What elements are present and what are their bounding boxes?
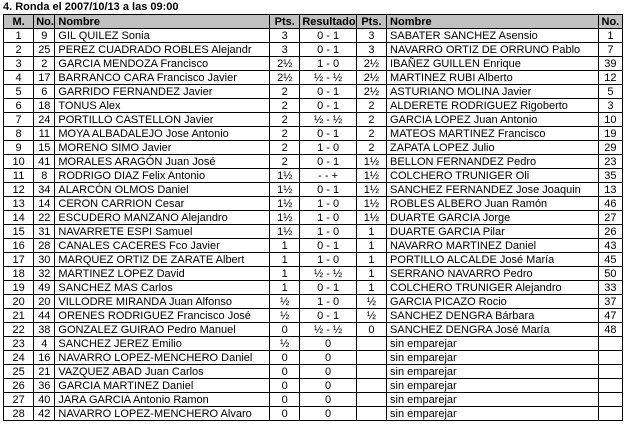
cell-white-no: 30 <box>34 253 55 267</box>
cell-result: 0 <box>300 393 356 407</box>
pairings-table-body <box>4 29 623 421</box>
cell-white-name: ORENES RODRIGUEZ Francisco José <box>55 309 270 323</box>
cell-black-pts: 2 <box>356 113 386 127</box>
cell-white-pts: 1½ <box>270 169 300 183</box>
cell-white-no: 4 <box>34 337 55 351</box>
cell-result: 1 - 0 <box>300 197 356 211</box>
cell-white-pts: 2 <box>270 141 300 155</box>
cell-black-no: 7 <box>598 43 622 57</box>
cell-white-pts: 2 <box>270 113 300 127</box>
cell-black-name: sin emparejar <box>387 337 599 351</box>
cell-black-no: 47 <box>598 309 622 323</box>
cell-white-no: 16 <box>34 351 55 365</box>
cell-white-name: GARRIDO FERNANDEZ Javier <box>55 85 270 99</box>
cell-match-number: 18 <box>4 267 34 281</box>
cell-black-no: 19 <box>598 127 622 141</box>
cell-result: 0 - 1 <box>300 43 356 57</box>
cell-black-no <box>598 407 622 421</box>
cell-match-number: 11 <box>4 169 34 183</box>
table-row <box>4 365 623 379</box>
cell-black-no: 37 <box>598 295 622 309</box>
cell-match-number: 1 <box>4 29 34 43</box>
cell-white-name: VAZQUEZ ABAD Juan Carlos <box>55 365 270 379</box>
cell-white-no: 8 <box>34 169 55 183</box>
cell-black-no: 23 <box>598 155 622 169</box>
table-row <box>4 253 623 267</box>
table-row <box>4 337 623 351</box>
cell-white-name: CERON CARRION Cesar <box>55 197 270 211</box>
table-row <box>4 169 623 183</box>
cell-result: 0 - 1 <box>300 29 356 43</box>
cell-match-number: 2 <box>4 43 34 57</box>
cell-black-no: 39 <box>598 57 622 71</box>
cell-black-name: sin emparejar <box>387 407 599 421</box>
cell-result: ½ - ½ <box>300 71 356 85</box>
cell-match-number: 23 <box>4 337 34 351</box>
cell-white-name: SANCHEZ MAS Carlos <box>55 281 270 295</box>
cell-white-no: 22 <box>34 211 55 225</box>
column-header-black-no: No. <box>598 15 622 29</box>
cell-white-no: 21 <box>34 365 55 379</box>
cell-white-pts: 2 <box>270 85 300 99</box>
cell-white-pts: 2 <box>270 155 300 169</box>
cell-match-number: 5 <box>4 85 34 99</box>
cell-black-no <box>598 337 622 351</box>
cell-black-pts: 2 <box>356 99 386 113</box>
cell-result: 0 <box>300 337 356 351</box>
cell-white-pts: 0 <box>270 365 300 379</box>
cell-black-pts: ½ <box>356 295 386 309</box>
cell-black-no: 43 <box>598 239 622 253</box>
cell-white-name: CANALES CACERES Fco Javier <box>55 239 270 253</box>
table-row <box>4 295 623 309</box>
cell-black-no <box>598 365 622 379</box>
cell-white-no: 49 <box>34 281 55 295</box>
cell-white-pts: 0 <box>270 323 300 337</box>
cell-white-pts: ½ <box>270 295 300 309</box>
cell-black-name: ROBLES ALBERO Juan Ramón <box>387 197 599 211</box>
cell-black-no <box>598 351 622 365</box>
table-row <box>4 393 623 407</box>
table-row <box>4 85 623 99</box>
table-row <box>4 379 623 393</box>
cell-white-name: GARCIA MENDOZA Francisco <box>55 57 270 71</box>
cell-black-name: MATEOS MARTINEZ Francisco <box>387 127 599 141</box>
cell-white-no: 15 <box>34 141 55 155</box>
cell-black-name: sin emparejar <box>387 351 599 365</box>
cell-result: 0 - 1 <box>300 127 356 141</box>
cell-white-pts: 1½ <box>270 197 300 211</box>
cell-black-no: 50 <box>598 267 622 281</box>
table-row <box>4 309 623 323</box>
table-row <box>4 211 623 225</box>
cell-result: ½ - ½ <box>300 267 356 281</box>
column-header-white-no: No. <box>34 15 55 29</box>
cell-black-name: ALDERETE RODRIGUEZ Rigoberto <box>387 99 599 113</box>
cell-black-no: 3 <box>598 99 622 113</box>
cell-result: 1 - 0 <box>300 225 356 239</box>
cell-match-number: 14 <box>4 211 34 225</box>
cell-white-pts: ½ <box>270 309 300 323</box>
cell-black-name: NAVARRO MARTINEZ Daniel <box>387 239 599 253</box>
cell-white-name: SANCHEZ JEREZ Emilio <box>55 337 270 351</box>
cell-white-name: MARQUEZ ORTIZ DE ZARATE Albert <box>55 253 270 267</box>
cell-black-name: SANCHEZ DENGRA José María <box>387 323 599 337</box>
cell-white-name: PEREZ CUADRADO ROBLES Alejandr <box>55 43 270 57</box>
cell-match-number: 17 <box>4 253 34 267</box>
cell-white-pts: 0 <box>270 351 300 365</box>
table-row <box>4 351 623 365</box>
cell-white-pts: 0 <box>270 407 300 421</box>
cell-result: 0 - 1 <box>300 99 356 113</box>
cell-black-pts: 2½ <box>356 85 386 99</box>
cell-white-name: MORENO SIMO Javier <box>55 141 270 155</box>
cell-white-pts: 1 <box>270 239 300 253</box>
cell-white-name: VILLODRE MIRANDA Juan Alfonso <box>55 295 270 309</box>
cell-black-name: IBAÑEZ GUILLEN Enrique <box>387 57 599 71</box>
table-row <box>4 43 623 57</box>
cell-match-number: 22 <box>4 323 34 337</box>
cell-match-number: 8 <box>4 127 34 141</box>
cell-white-pts: 1½ <box>270 183 300 197</box>
cell-white-no: 24 <box>34 113 55 127</box>
cell-black-name: DUARTE GARCIA Pilar <box>387 225 599 239</box>
cell-black-pts <box>356 337 386 351</box>
cell-match-number: 7 <box>4 113 34 127</box>
cell-black-name: SABATER SANCHEZ Asensio <box>387 29 599 43</box>
cell-black-pts: 2 <box>356 141 386 155</box>
cell-white-pts: 1 <box>270 281 300 295</box>
cell-match-number: 27 <box>4 393 34 407</box>
cell-result: 1 - 0 <box>300 253 356 267</box>
cell-black-no: 29 <box>598 141 622 155</box>
cell-white-pts: 3 <box>270 43 300 57</box>
cell-white-no: 6 <box>34 85 55 99</box>
cell-white-no: 40 <box>34 393 55 407</box>
table-row <box>4 127 623 141</box>
cell-match-number: 19 <box>4 281 34 295</box>
table-row <box>4 197 623 211</box>
cell-white-name: NAVARRO LOPEZ-MENCHERO Daniel <box>55 351 270 365</box>
cell-white-name: GIL QUILEZ Sonia <box>55 29 270 43</box>
cell-result: 0 - 1 <box>300 309 356 323</box>
table-row <box>4 113 623 127</box>
cell-black-pts <box>356 351 386 365</box>
cell-result: 0 <box>300 351 356 365</box>
cell-black-pts: 1½ <box>356 183 386 197</box>
cell-match-number: 4 <box>4 71 34 85</box>
cell-white-no: 14 <box>34 197 55 211</box>
cell-result: 1 - 0 <box>300 141 356 155</box>
cell-white-pts: 2 <box>270 99 300 113</box>
table-row <box>4 99 623 113</box>
cell-white-pts: 0 <box>270 393 300 407</box>
cell-match-number: 9 <box>4 141 34 155</box>
cell-black-pts: 1½ <box>356 169 386 183</box>
cell-black-pts: 3 <box>356 29 386 43</box>
cell-black-no: 26 <box>598 225 622 239</box>
cell-result: 1 - 0 <box>300 211 356 225</box>
cell-black-name: NAVARRO ORTIZ DE ORRUNO Pablo <box>387 43 599 57</box>
cell-match-number: 28 <box>4 407 34 421</box>
cell-black-name: SANCHEZ FERNANDEZ Jose Joaquin <box>387 183 599 197</box>
pairings-table-header <box>4 15 623 29</box>
cell-match-number: 15 <box>4 225 34 239</box>
cell-black-no: 5 <box>598 85 622 99</box>
cell-white-name: JARA GARCIA Antonio Ramon <box>55 393 270 407</box>
cell-black-pts: 1 <box>356 253 386 267</box>
cell-white-no: 41 <box>34 155 55 169</box>
cell-white-name: ALARCÓN OLMOS Daniel <box>55 183 270 197</box>
cell-white-name: BARRANCO CARA Francisco Javier <box>55 71 270 85</box>
table-row <box>4 57 623 71</box>
cell-black-name: SERRANO NAVARRO Pedro <box>387 267 599 281</box>
cell-black-name: sin emparejar <box>387 365 599 379</box>
column-header-white-pts: Pts. <box>270 15 300 29</box>
column-header-black-pts: Pts. <box>356 15 386 29</box>
cell-match-number: 12 <box>4 183 34 197</box>
cell-match-number: 24 <box>4 351 34 365</box>
cell-result: ½ - ½ <box>300 323 356 337</box>
cell-white-pts: 1½ <box>270 211 300 225</box>
cell-white-name: GARCIA MARTINEZ Daniel <box>55 379 270 393</box>
cell-black-pts <box>356 365 386 379</box>
cell-black-name: SANCHEZ DENGRA Bárbara <box>387 309 599 323</box>
table-row <box>4 239 623 253</box>
cell-match-number: 20 <box>4 295 34 309</box>
table-row <box>4 225 623 239</box>
cell-black-pts: 1 <box>356 239 386 253</box>
cell-black-no: 33 <box>598 281 622 295</box>
cell-result: 0 - 1 <box>300 85 356 99</box>
cell-black-name: PORTILLO ALCALDE José María <box>387 253 599 267</box>
cell-match-number: 6 <box>4 99 34 113</box>
cell-black-name: ASTURIANO MOLINA Javier <box>387 85 599 99</box>
cell-black-pts: 1½ <box>356 197 386 211</box>
cell-result: 0 - 1 <box>300 239 356 253</box>
column-header-match-number: M. <box>4 15 34 29</box>
cell-black-pts: 3 <box>356 43 386 57</box>
cell-result: 0 <box>300 407 356 421</box>
cell-result: 0 <box>300 365 356 379</box>
cell-black-pts <box>356 407 386 421</box>
column-header-black-name: Nombre <box>387 15 599 29</box>
cell-white-no: 11 <box>34 127 55 141</box>
cell-white-pts: ½ <box>270 337 300 351</box>
cell-match-number: 3 <box>4 57 34 71</box>
cell-black-pts: 1 <box>356 267 386 281</box>
cell-white-no: 2 <box>34 57 55 71</box>
column-header-result: Resultado <box>300 15 356 29</box>
cell-black-no: 13 <box>598 183 622 197</box>
cell-black-no <box>598 379 622 393</box>
pairings-table <box>3 14 623 421</box>
cell-white-pts: 2 <box>270 127 300 141</box>
cell-black-name: MARTINEZ RUBI Alberto <box>387 71 599 85</box>
cell-black-name: GARCIA PICAZO Rocio <box>387 295 599 309</box>
cell-white-pts: 1 <box>270 267 300 281</box>
cell-white-no: 28 <box>34 239 55 253</box>
cell-white-name: NAVARRETE ESPI Samuel <box>55 225 270 239</box>
cell-match-number: 26 <box>4 379 34 393</box>
cell-white-name: MORALES ARAGÓN Juan José <box>55 155 270 169</box>
cell-result: 0 - 1 <box>300 155 356 169</box>
table-row <box>4 141 623 155</box>
table-row <box>4 281 623 295</box>
cell-white-no: 18 <box>34 99 55 113</box>
cell-white-no: 25 <box>34 43 55 57</box>
table-row <box>4 183 623 197</box>
cell-white-no: 42 <box>34 407 55 421</box>
cell-black-pts: 1½ <box>356 211 386 225</box>
table-row <box>4 29 623 43</box>
cell-black-pts: 2½ <box>356 71 386 85</box>
cell-white-no: 38 <box>34 323 55 337</box>
cell-result: 0 - 1 <box>300 183 356 197</box>
cell-white-no: 44 <box>34 309 55 323</box>
cell-white-name: MARTINEZ LOPEZ David <box>55 267 270 281</box>
cell-white-pts: 1 <box>270 253 300 267</box>
cell-white-name: TONUS Alex <box>55 99 270 113</box>
cell-white-name: ESCUDERO MANZANO Alejandro <box>55 211 270 225</box>
cell-black-name: COLCHERO TRUNIGER Oli <box>387 169 599 183</box>
cell-white-name: RODRIGO DIAZ Felix Antonio <box>55 169 270 183</box>
cell-black-no: 27 <box>598 211 622 225</box>
round-title: 4. Ronda el 2007/10/13 a las 09:00 <box>3 1 179 13</box>
cell-black-pts <box>356 393 386 407</box>
cell-black-no: 12 <box>598 71 622 85</box>
column-header-white-name: Nombre <box>55 15 270 29</box>
cell-white-pts: 2½ <box>270 57 300 71</box>
cell-black-pts: 2 <box>356 127 386 141</box>
cell-result: 1 - 0 <box>300 295 356 309</box>
cell-black-no <box>598 393 622 407</box>
cell-black-pts: 0 <box>356 323 386 337</box>
cell-black-name: BELLON FERNANDEZ Pedro <box>387 155 599 169</box>
cell-black-pts: 1½ <box>356 155 386 169</box>
cell-white-name: MOYA ALBADALEJO Jose Antonio <box>55 127 270 141</box>
cell-black-pts: 1 <box>356 281 386 295</box>
cell-white-name: GONZALEZ GUIRAO Pedro Manuel <box>55 323 270 337</box>
cell-match-number: 25 <box>4 365 34 379</box>
cell-match-number: 21 <box>4 309 34 323</box>
cell-white-pts: 0 <box>270 379 300 393</box>
cell-white-no: 36 <box>34 379 55 393</box>
cell-result: ½ - ½ <box>300 113 356 127</box>
table-row <box>4 323 623 337</box>
cell-black-name: GARCIA LOPEZ Juan Antonio <box>387 113 599 127</box>
header-row <box>4 15 623 29</box>
cell-white-pts: 1½ <box>270 225 300 239</box>
cell-black-name: DUARTE GARCIA Jorge <box>387 211 599 225</box>
cell-match-number: 13 <box>4 197 34 211</box>
cell-black-pts <box>356 379 386 393</box>
cell-white-pts: 2½ <box>270 71 300 85</box>
cell-result: 0 - 1 <box>300 281 356 295</box>
cell-black-no: 35 <box>598 169 622 183</box>
table-row <box>4 71 623 85</box>
cell-black-name: ZAPATA LOPEZ Julio <box>387 141 599 155</box>
cell-white-pts: 3 <box>270 29 300 43</box>
cell-black-no: 1 <box>598 29 622 43</box>
cell-black-no: 45 <box>598 253 622 267</box>
cell-black-pts: ½ <box>356 309 386 323</box>
cell-black-no: 10 <box>598 113 622 127</box>
cell-result: 1 - 0 <box>300 57 356 71</box>
cell-white-name: PORTILLO CASTELLON Javier <box>55 113 270 127</box>
cell-white-no: 20 <box>34 295 55 309</box>
cell-white-no: 17 <box>34 71 55 85</box>
cell-black-name: COLCHERO TRUNIGER Alejandro <box>387 281 599 295</box>
cell-black-pts: 1 <box>356 225 386 239</box>
cell-white-no: 31 <box>34 225 55 239</box>
cell-white-no: 32 <box>34 267 55 281</box>
cell-match-number: 16 <box>4 239 34 253</box>
cell-white-no: 9 <box>34 29 55 43</box>
table-row <box>4 155 623 169</box>
cell-result: 0 <box>300 379 356 393</box>
table-row <box>4 407 623 421</box>
cell-black-name: sin emparejar <box>387 393 599 407</box>
cell-match-number: 10 <box>4 155 34 169</box>
table-row <box>4 267 623 281</box>
cell-black-name: sin emparejar <box>387 379 599 393</box>
cell-black-pts: 2½ <box>356 57 386 71</box>
cell-white-name: NAVARRO LOPEZ-MENCHERO Alvaro <box>55 407 270 421</box>
cell-black-no: 48 <box>598 323 622 337</box>
cell-white-no: 34 <box>34 183 55 197</box>
cell-black-no: 46 <box>598 197 622 211</box>
cell-result: - - + <box>300 169 356 183</box>
